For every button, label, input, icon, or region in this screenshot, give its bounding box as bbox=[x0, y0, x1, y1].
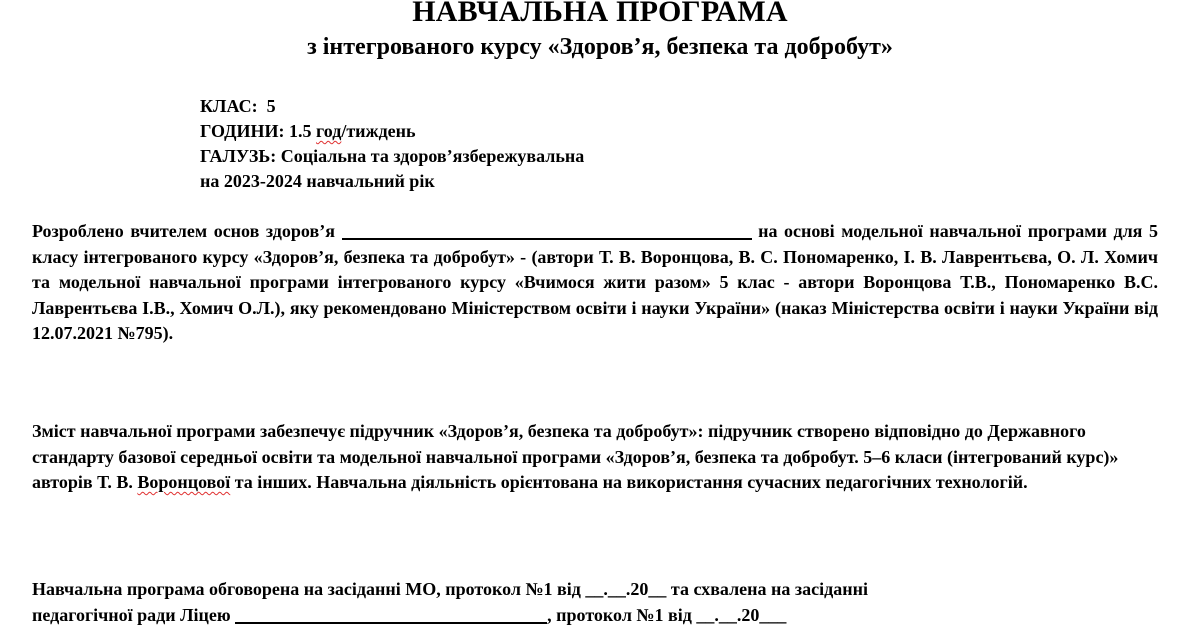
class-value: 5 bbox=[266, 96, 276, 116]
hours-value-number: 1.5 bbox=[289, 121, 312, 141]
content-text-start: Зміст навчальної програми забезпечує підручник «Здоров’я, безпека та добробут»: підручник створено відповідно до Державного стандарту базової середньої освіти та модельної навчальної програми «Здоров’я, безпека та добробут. 5–6 класи (інтегрований курс)» авторів Т. В. bbox=[32, 421, 1119, 492]
development-text-end: на основі модельної навчальної програми для 5 класу інтегрованого курсу «Здоров’я, безпека та добробут» - (автори Т. В. Воронцова, В. С. Пономаренко, І. В. Лаврентьєва, О. Л. Хомич та модельної навчальної програми інтегрованого курсу «Вчимося жити разом» 5 клас - автори Воронцова Т.В., Пономаренко В.С. Лаврентьєва І.В., Хомич О.Л.), яку рекомендовано Міністерством освіти і науки України» (наказ Міністерства освіти і науки України від 12.07.2021 №795). bbox=[32, 221, 1158, 343]
hours-label: ГОДИНИ: bbox=[200, 121, 285, 141]
approval-line-2-end: , протокол №1 від __.__.20___ bbox=[547, 604, 787, 625]
development-paragraph bbox=[32, 219, 1158, 347]
document-subtitle: з інтегрованого курсу «Здоров’я, безпека та добробут» bbox=[307, 34, 893, 60]
field-value: Соціальна та здоров’язбережувальна bbox=[280, 146, 585, 166]
document-title: НАВЧАЛЬНА ПРОГРАМА bbox=[412, 0, 788, 28]
content-text-end: та інших. Навчальна діяльність орієнтована на використання сучасних педагогічних технологій. bbox=[230, 472, 1028, 492]
content-paragraph bbox=[32, 419, 1158, 496]
field-label: ГАЛУЗЬ: bbox=[200, 146, 277, 166]
spellcheck-word: Воронцової bbox=[137, 472, 231, 492]
lyceum-name-blank bbox=[235, 604, 547, 624]
approval-line-2 bbox=[32, 603, 1158, 629]
teacher-name-blank bbox=[342, 220, 752, 240]
development-text-start: Розроблено вчителем основ здоров’я bbox=[32, 221, 342, 241]
hours-unit-spellcheck: год bbox=[316, 121, 342, 141]
hours-unit-rest: /тиждень bbox=[341, 121, 416, 141]
class-line bbox=[200, 94, 584, 119]
course-meta bbox=[200, 94, 584, 194]
hours-line bbox=[200, 119, 584, 144]
field-line bbox=[200, 144, 584, 169]
class-label: КЛАС: bbox=[200, 96, 258, 116]
approval-line-1: Навчальна програма обговорена на засіданні МО, протокол №1 від __.__.20__ та схвалена на засіданні bbox=[32, 579, 868, 599]
academic-year: на 2023-2024 навчальний рік bbox=[200, 171, 435, 191]
approval-line-2-start: педагогічної ради Ліцею bbox=[32, 604, 236, 625]
approval-paragraph bbox=[32, 577, 1158, 628]
